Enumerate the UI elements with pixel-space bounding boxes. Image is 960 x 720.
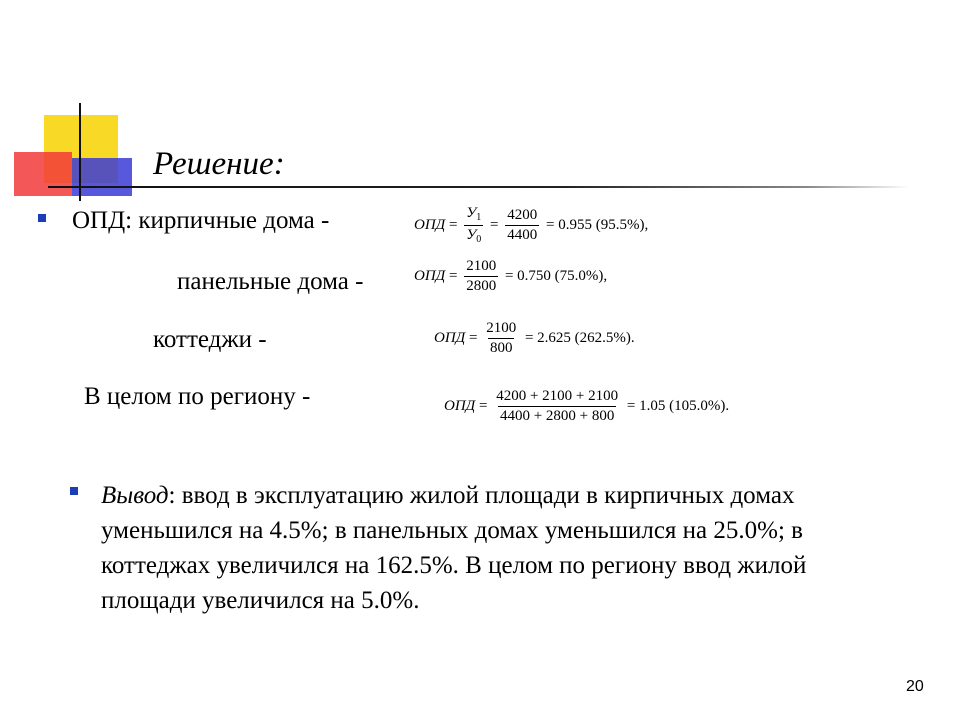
- decor-red-square: [14, 152, 72, 196]
- conclusion-lead: Вывод: [101, 482, 169, 509]
- formula-region-total: ОПД = $\frac{4200 + 2100 + 2100}{4400 + 2800 + 800}$ = 1.05 (105.0%).: [444, 388, 730, 424]
- formula-result: 0.955 (95.5%),: [558, 217, 649, 233]
- formula-brick-houses: ОПД = $\frac{У_1}{У_0}$ = $\frac{4200}{4400}$ = 0.955 (95.5%),: [414, 205, 649, 245]
- formula-lhs: ОПД: [414, 217, 446, 233]
- title-underline: [48, 186, 910, 188]
- formula-cottages: ОПД = $\frac{2100}{800}$ = 2.625 (262.5%).: [434, 320, 635, 356]
- bullet-icon: [70, 487, 78, 495]
- decor-blue-square: [72, 158, 132, 196]
- slide-title: Решение:: [153, 146, 285, 182]
- conclusion-body: : ввод в эксплуатацию жилой площади в кирпичных домах уменьшился на 4.5%; в панельных домах уменьшился на 25.0%; в коттеджах увеличился на 162.5%. В целом по региону ввод жилой площади увеличился на 5.0%.: [101, 482, 807, 614]
- label-region-total: В целом по региону -: [84, 383, 311, 410]
- label-panel-houses: панельные дома -: [177, 268, 364, 295]
- label-cottages: коттеджи -: [153, 326, 267, 353]
- label-brick-houses: ОПД: кирпичные дома -: [72, 207, 330, 234]
- fraction-y1-y0: $\frac{У_1}{У_0}$: [466, 205, 482, 245]
- bullet-icon: [38, 214, 46, 222]
- page-number: 20: [906, 678, 924, 695]
- fraction-values: $\frac{4200}{4400}$: [507, 207, 538, 243]
- formula-panel-houses: ОПД = $\frac{2100}{2800}$ = 0.750 (75.0%),: [414, 258, 608, 294]
- conclusion-text: [101, 478, 861, 618]
